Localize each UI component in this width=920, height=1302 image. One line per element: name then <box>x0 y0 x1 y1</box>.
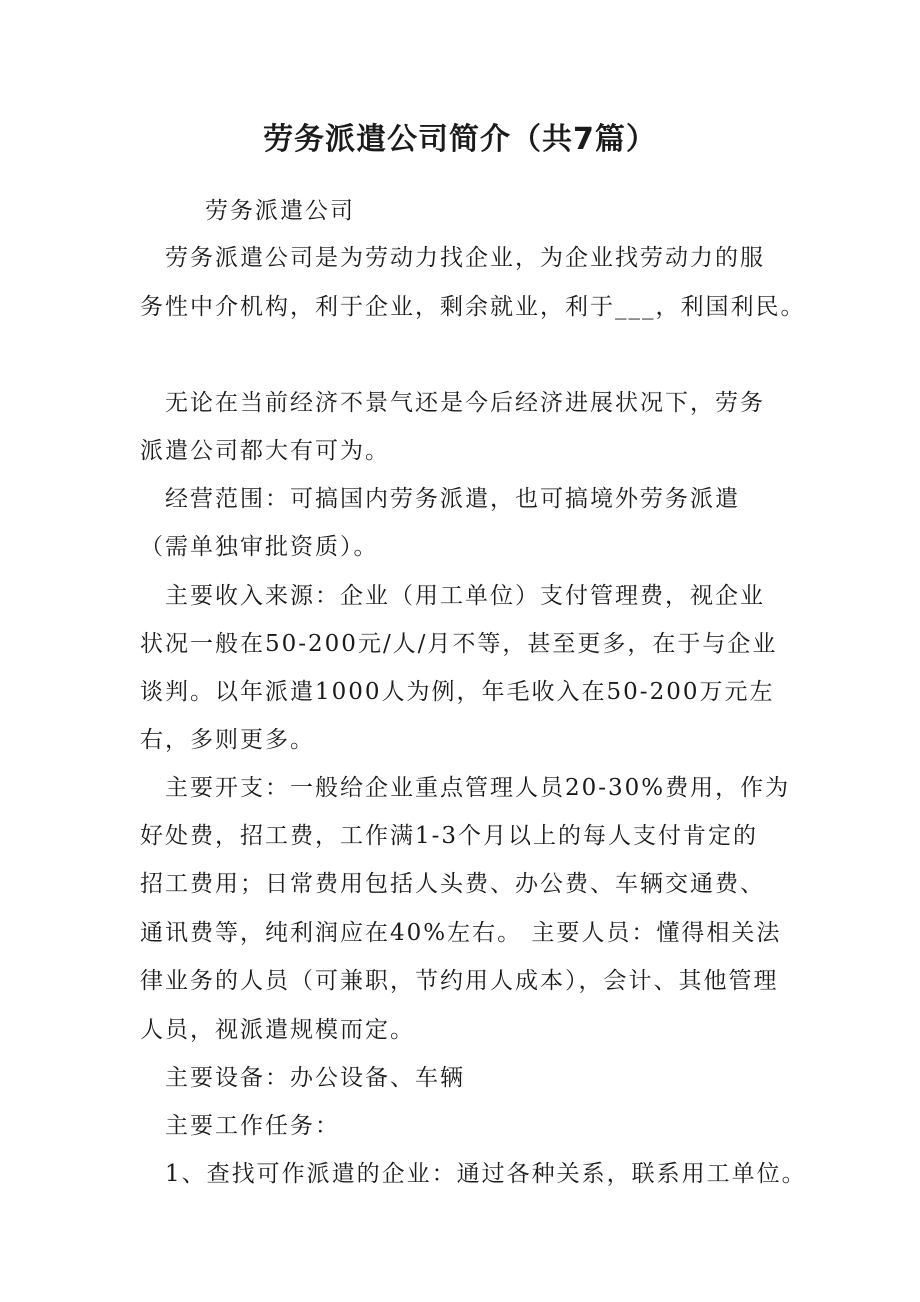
paragraph-line: 右，多则更多。 <box>140 727 315 753</box>
paragraph-line: 通讯费等，纯利润应在40%左右。 主要人员：懂得相关法 <box>140 920 782 946</box>
paragraph-line: 务性中介机构，利于企业，剩余就业，利于___，利国利民。 <box>140 294 806 320</box>
paragraph-line: 律业务的人员（可兼职，节约用人成本），会计、其他管理 <box>140 968 779 994</box>
paragraph-line: 派遣公司都大有可为。 <box>140 438 390 464</box>
paragraph-line: 状况一般在50-200元/人/月不等，甚至更多，在于与企业 <box>140 631 778 657</box>
paragraph-line: 劳务派遣公司是为劳动力找企业，为企业找劳动力的服 <box>165 245 765 271</box>
paragraph-line: 主要收入来源：企业（用工单位）支付管理费，视企业 <box>165 583 765 609</box>
paragraph-line: （需单独审批资质）。 <box>140 534 379 560</box>
paragraph-line: 经营范围：可搞国内劳务派遣，也可搞境外劳务派遣 <box>165 486 740 512</box>
paragraph-line: 无论在当前经济不景气还是今后经济进展状况下，劳务 <box>165 390 765 416</box>
paragraph-line: 主要工作任务： <box>165 1113 340 1139</box>
paragraph-line: 招工费用；日常费用包括人头费、办公费、车辆交通费、 <box>140 871 765 897</box>
paragraph-line: 主要开支：一般给企业重点管理人员20-30%费用，作为 <box>165 775 791 801</box>
subtitle: 劳务派遣公司 <box>205 198 355 224</box>
paragraph-line: 谈判。以年派遣1000人为例，年毛收入在50-200万元左 <box>140 679 775 705</box>
paragraph-line: 人员，视派遣规模而定。 <box>140 1017 415 1043</box>
document-title: 劳务派遣公司简介（共7篇） <box>263 122 657 157</box>
paragraph-line: 好处费，招工费，工作满1-3个月以上的每人支付肯定的 <box>140 823 759 849</box>
paragraph-line: 1、查找可作派遣的企业：通过各种关系，联系用工单位。 <box>165 1161 807 1187</box>
paragraph-line: 主要设备：办公设备、车辆 <box>165 1065 465 1091</box>
